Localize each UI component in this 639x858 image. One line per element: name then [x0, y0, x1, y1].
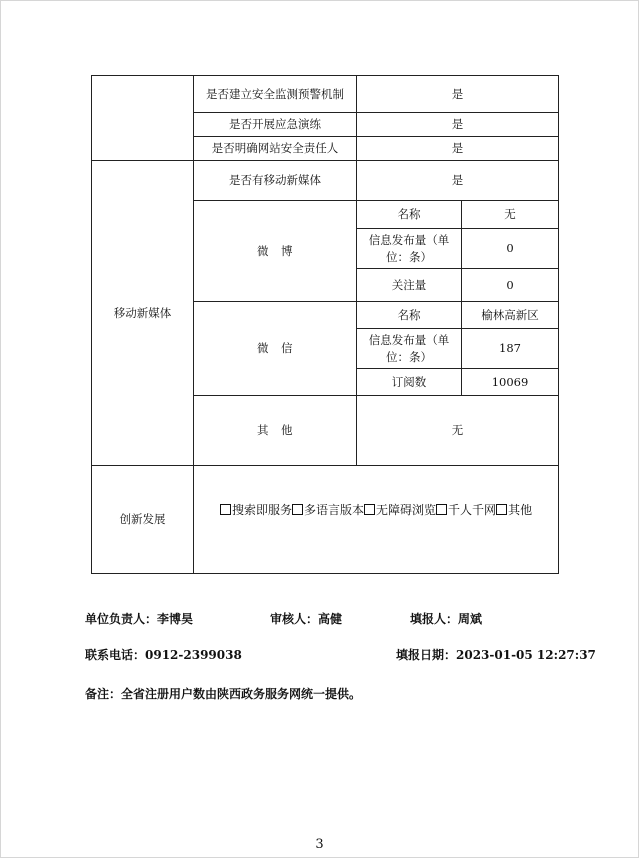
other-label: 其 他 [194, 396, 357, 466]
checkbox-icon [292, 504, 303, 515]
row-value: 是 [357, 113, 559, 137]
sub-label: 名称 [357, 201, 462, 229]
checkbox-accessibility[interactable]: 无障碍浏览 [364, 503, 436, 517]
checkbox-icon [436, 504, 447, 515]
checkbox-icon [496, 504, 507, 515]
filler: 填报人：周斌 [410, 612, 483, 626]
sub-value: 榆林高新区 [462, 302, 559, 329]
table-row [92, 76, 559, 113]
table-row [92, 161, 559, 201]
sub-value: 0 [462, 269, 559, 302]
sub-value: 0 [462, 229, 559, 269]
checkbox-icon [364, 504, 375, 515]
checkbox-icon [220, 504, 231, 515]
checkbox-personalized[interactable]: 千人千网 [436, 503, 496, 517]
empty-section-cell [92, 76, 194, 161]
sub-value: 10069 [462, 369, 559, 396]
mobile-section-label: 移动新媒体 [92, 161, 194, 466]
wechat-label: 微 信 [194, 302, 357, 396]
reviewer: 审核人：高健 [270, 612, 343, 626]
contact-phone: 联系电话：0912-2399038 [85, 648, 242, 662]
row-label: 是否开展应急演练 [194, 113, 357, 137]
table-row [92, 466, 559, 574]
sub-label: 名称 [357, 302, 462, 329]
sub-value: 187 [462, 329, 559, 369]
innovation-label: 创新发展 [92, 466, 194, 574]
fill-date: 填报日期：2023-01-05 12:27:37 [396, 648, 596, 662]
innovation-options [194, 466, 559, 574]
checkbox-multilingual[interactable]: 多语言版本 [292, 503, 364, 517]
page-number: 3 [315, 837, 324, 852]
row-value: 是 [357, 137, 559, 161]
row-label: 是否明确网站安全责任人 [194, 137, 357, 161]
checkbox-search-service[interactable]: 搜索即服务 [220, 503, 292, 517]
sub-label: 信息发布量（单位：条） [357, 329, 462, 369]
row-value: 是 [357, 161, 559, 201]
other-value: 无 [357, 396, 559, 466]
row-value: 是 [357, 76, 559, 113]
report-table [91, 75, 559, 574]
sub-label: 信息发布量（单位：条） [357, 229, 462, 269]
sub-label: 关注量 [357, 269, 462, 302]
sub-value: 无 [462, 201, 559, 229]
row-label: 是否有移动新媒体 [194, 161, 357, 201]
row-label: 是否建立安全监测预警机制 [194, 76, 357, 113]
sub-label: 订阅数 [357, 369, 462, 396]
weibo-label: 微 博 [194, 201, 357, 302]
unit-head: 单位负责人：李博昊 [85, 612, 194, 626]
checkbox-other[interactable]: 其他 [496, 503, 532, 517]
footnote: 备注：全省注册用户数由陕西政务服务网统一提供。 [85, 687, 362, 701]
